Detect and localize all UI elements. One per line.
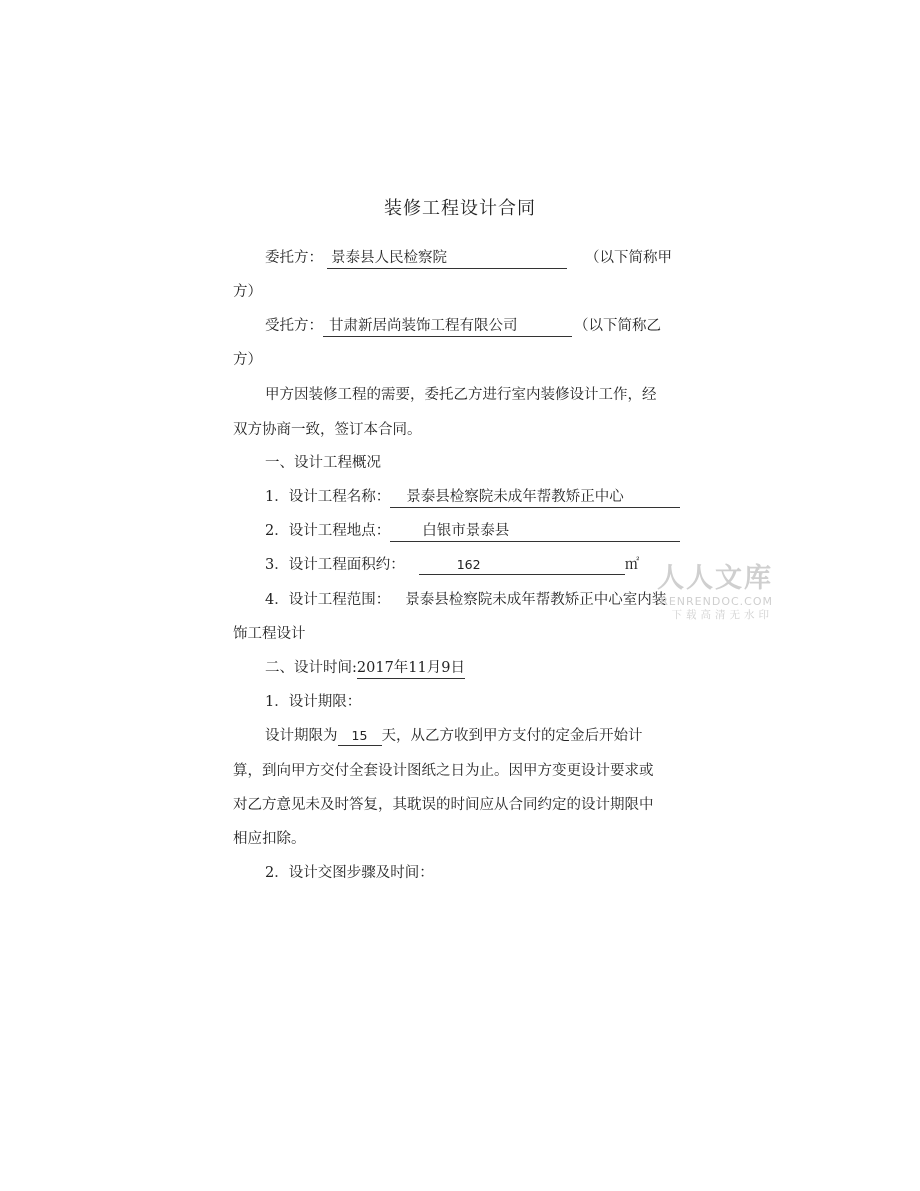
design-time-label: 二、设计时间: (265, 660, 357, 676)
watermark-logo: 人人文库 (657, 563, 773, 594)
party-a-continuation: 方） (233, 284, 262, 300)
project-scope-continuation: 饰工程设计 (233, 626, 306, 642)
project-scope-line (265, 589, 666, 611)
document-title: 装修工程设计合同 (384, 198, 536, 219)
party-b-label: 受托方： (265, 318, 323, 334)
project-area-value: 162 (419, 555, 625, 575)
party-a-label: 委托方： (265, 250, 323, 266)
section-2-heading (265, 657, 465, 679)
party-a-line (265, 247, 672, 269)
project-area-label: 3．设计工程面积约： (265, 557, 405, 573)
drawing-schedule-heading: 2．设计交图步骤及时间： (265, 865, 434, 881)
design-period-line-2: 算，到向甲方交付全套设计图纸之日为止。因甲方变更设计要求或 (233, 763, 654, 779)
project-scope-value: 景泰县检察院未成年帮教矫正中心室内装 (405, 592, 667, 608)
design-period-rest: 天，从乙方收到甲方支付的定金后开始计 (381, 728, 643, 744)
party-b-suffix: （以下简称乙 (574, 318, 661, 334)
design-period-line-1 (265, 725, 643, 747)
intro-line-2: 双方协商一致，签订本合同。 (233, 422, 422, 438)
watermark (648, 563, 773, 622)
party-a-name: 景泰县人民检察院 (327, 249, 567, 269)
design-period-prefix: 设计期限为 (265, 728, 338, 744)
section-1-heading: 一、设计工程概况 (265, 455, 381, 471)
party-a-suffix: （以下简称甲 (585, 250, 672, 266)
project-name-value: 景泰县检察院未成年帮教矫正中心 (390, 488, 680, 508)
project-name-label: 1．设计工程名称： (265, 489, 391, 505)
watermark-domain: RENRENDOC.COM (660, 595, 773, 608)
design-time-date: 2017年11月9日 (357, 659, 465, 679)
party-b-name: 甘肃新居尚装饰工程有限公司 (323, 317, 572, 337)
party-b-line (265, 315, 661, 337)
party-b-continuation: 方） (233, 352, 262, 368)
design-period-heading: 1．设计期限： (265, 694, 362, 710)
design-period-line-3: 对乙方意见未及时答复，其耽误的时间应从合同约定的设计期限中 (233, 797, 654, 813)
design-period-days: 15 (338, 726, 382, 746)
design-period-line-4: 相应扣除。 (233, 831, 306, 847)
project-location-value: 白银市景泰县 (390, 522, 680, 542)
project-area-unit: ㎡ (624, 557, 640, 573)
watermark-slogan: 下载高清无水印 (671, 609, 773, 621)
project-location-label: 2．设计工程地点： (265, 523, 391, 539)
intro-line-1: 甲方因装修工程的需要，委托乙方进行室内装修设计工作，经 (265, 387, 657, 403)
project-scope-label: 4．设计工程范围： (265, 592, 391, 608)
project-name-line (265, 486, 680, 508)
project-location-line (265, 520, 680, 542)
project-area-line (265, 554, 639, 576)
